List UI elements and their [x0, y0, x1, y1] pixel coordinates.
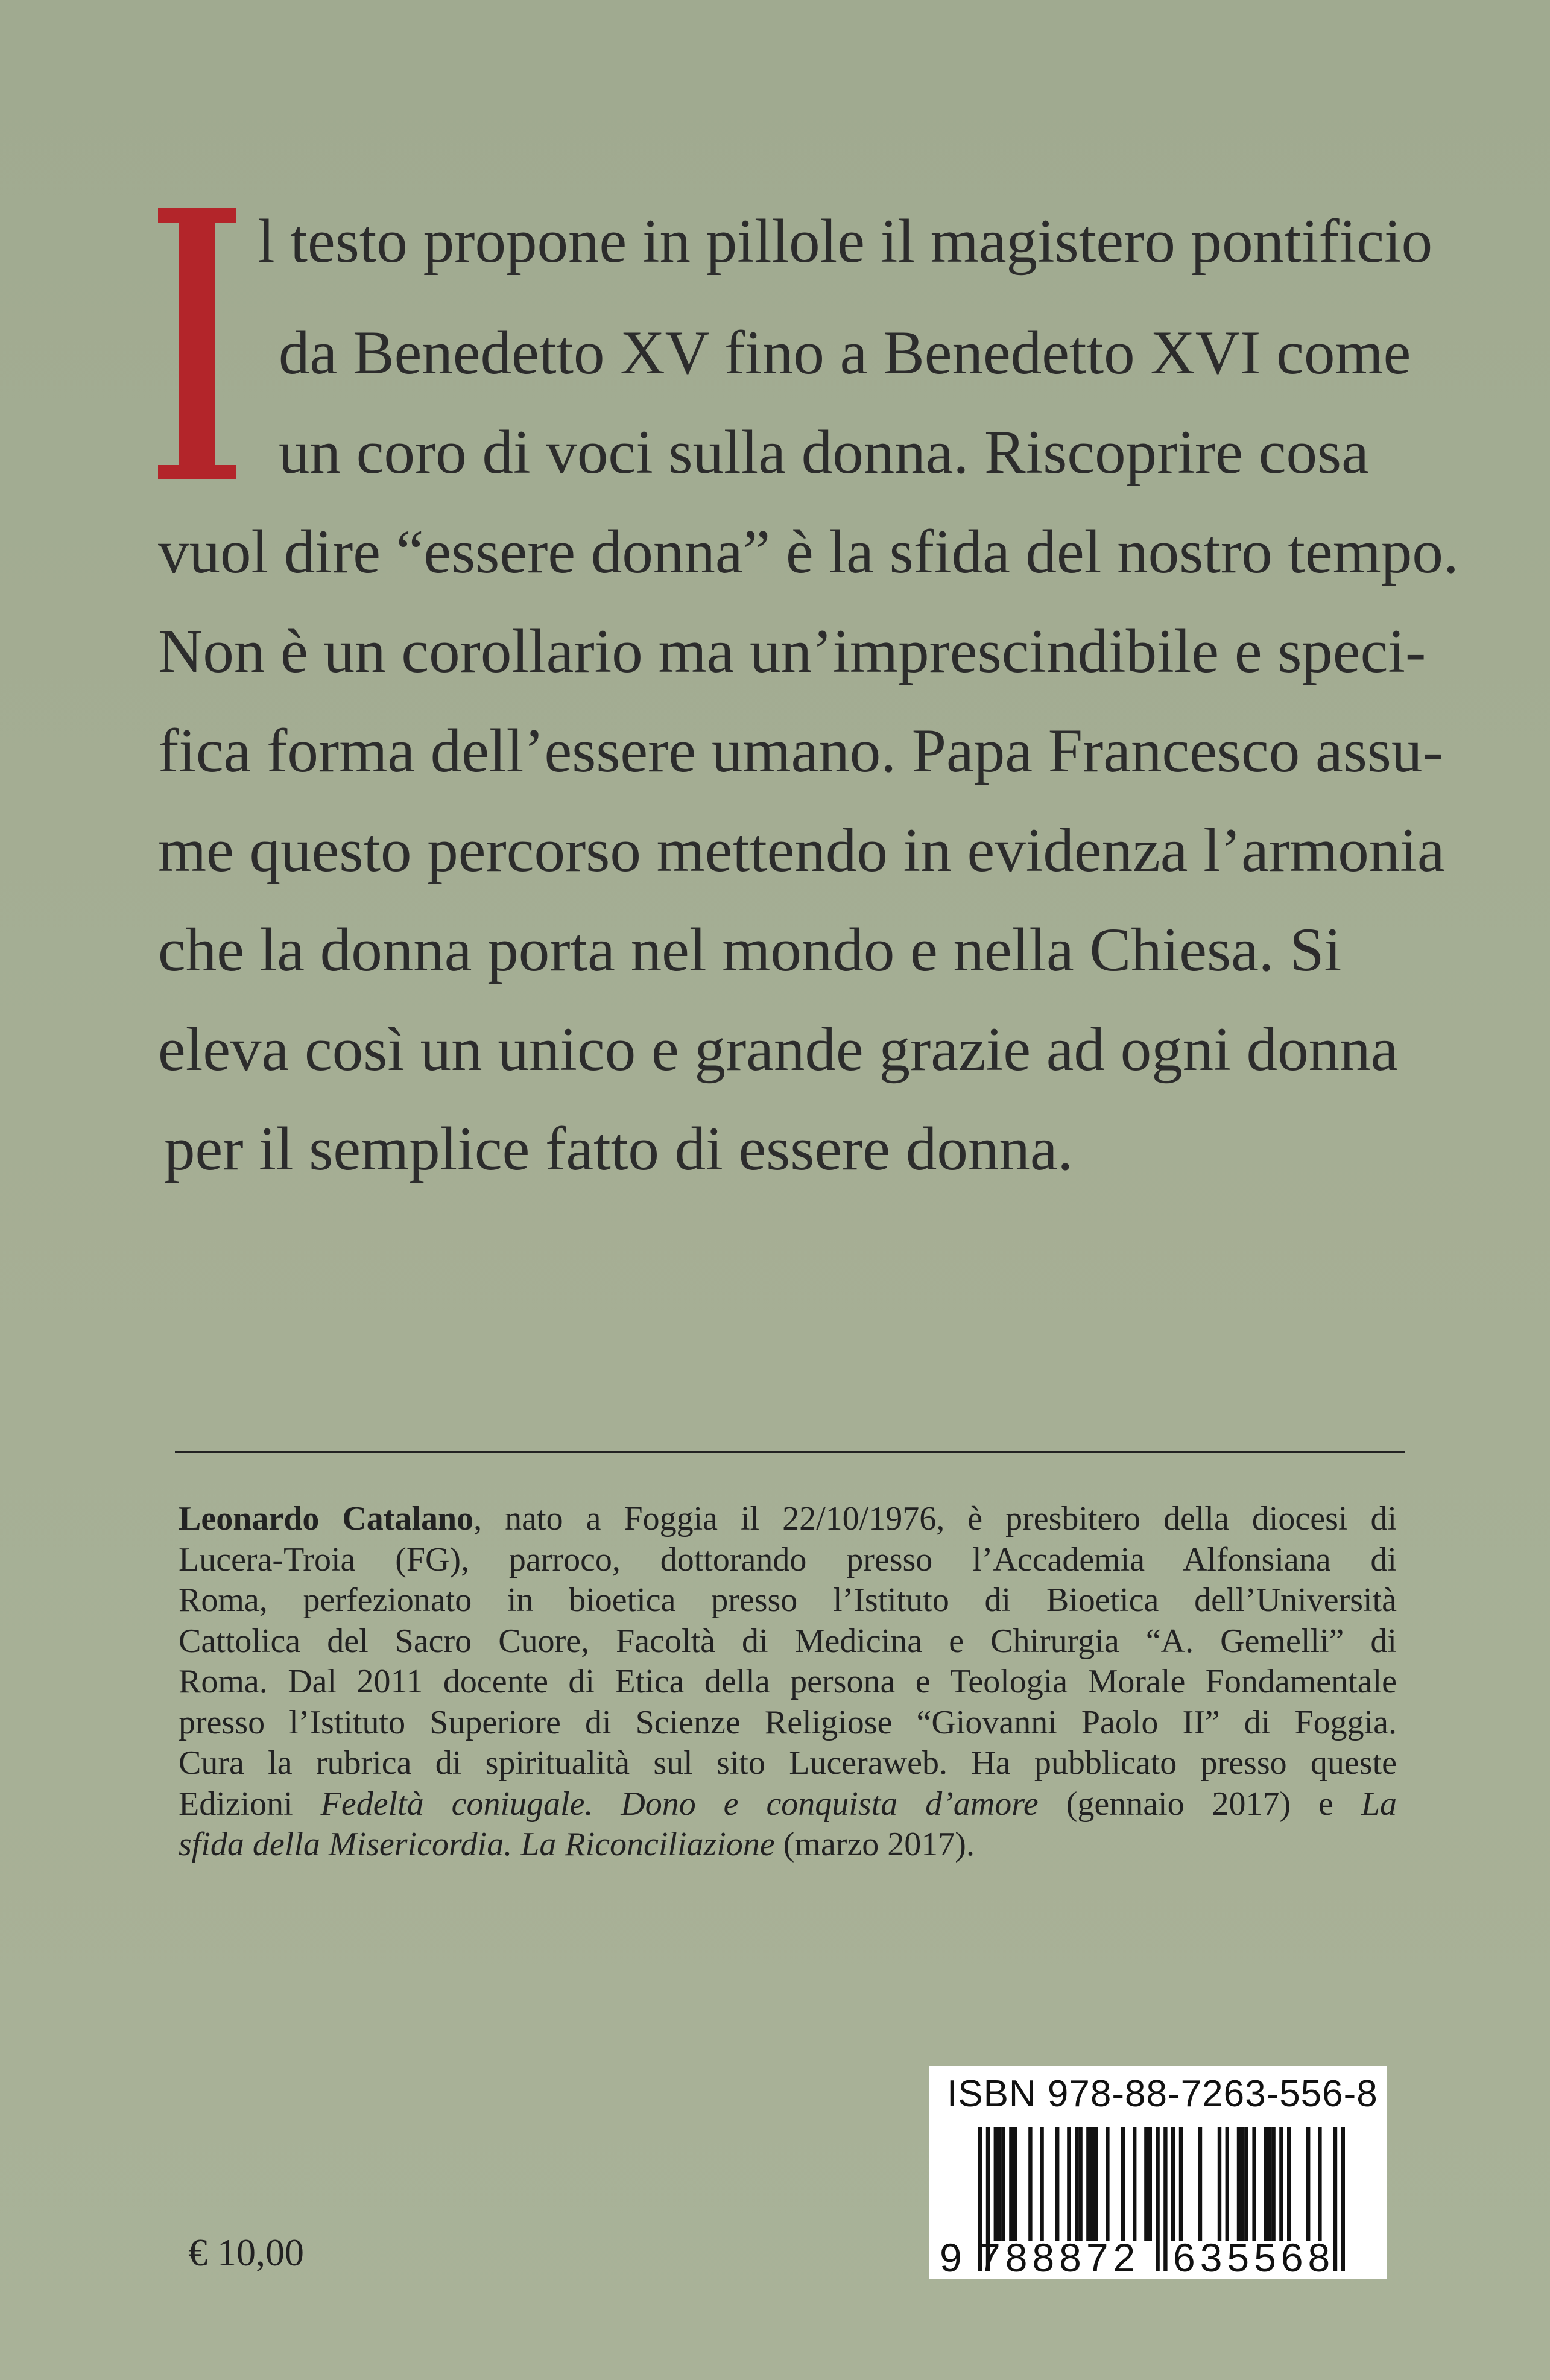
- blurb-line: vuol dire “essere donna” è la sfida del nostro tempo.: [158, 517, 1459, 586]
- isbn-label: ISBN 978-88-7263-556-8: [947, 2073, 1378, 2115]
- blurb-line: per il semplice fatto di essere donna.: [164, 1115, 1074, 1183]
- dropcap-letter: [158, 208, 236, 479]
- author-name: Leonardo Catalano: [179, 1500, 474, 1537]
- bio-line: Roma, perfezionato in bioetica presso l’Istituto di Bioetica dell’Università: [179, 1581, 1397, 1619]
- barcode-bar: [1144, 2127, 1148, 2241]
- blurb-line: che la donna porta nel mondo e nella Chiesa. Si: [158, 916, 1342, 984]
- barcode-bar: [1218, 2127, 1221, 2241]
- barcode-bar: [1163, 2127, 1167, 2271]
- barcode-bar: [1264, 2127, 1268, 2241]
- barcode-bar: [1198, 2127, 1202, 2241]
- bio-line: Cura la rubrica di spiritualità sul sito Luceraweb. Ha pubblicato presso queste: [179, 1744, 1397, 1782]
- bio-line: Roma. Dal 2011 docente di Etica della persona e Teologia Morale Fondamentale: [179, 1663, 1397, 1700]
- barcode-first-digit: 9: [940, 2235, 962, 2279]
- barcode-bar: [1001, 2127, 1005, 2241]
- barcode-bar: [1179, 2127, 1183, 2241]
- barcode-bar: [1106, 2127, 1109, 2241]
- blurb-line: l testo propone in pillole il magistero pontificio: [258, 207, 1433, 276]
- barcode-left-group: 788872: [978, 2235, 1140, 2279]
- barcode-bar: [1271, 2127, 1275, 2241]
- barcode-bar: [1252, 2127, 1256, 2241]
- bio-line: sfida della Misericordia. La Riconciliazione (marzo 2017).: [179, 1826, 975, 1863]
- divider-rule: [175, 1451, 1405, 1453]
- barcode-bar: [1009, 2127, 1013, 2241]
- price: € 10,00: [188, 2231, 304, 2274]
- book-title: sfida della Misericordia. La Riconciliazione: [179, 1826, 775, 1863]
- barcode-bar: [1040, 2127, 1043, 2241]
- barcode-bar: [1241, 2127, 1244, 2241]
- barcode-bar: [1156, 2127, 1159, 2271]
- bio-line: Cattolica del Sacro Cuore, Facoltà di Medicina e Chirurgia “A. Gemelli” di: [179, 1622, 1397, 1660]
- bio-line: presso l’Istituto Superiore di Scienze Religiose “Giovanni Paolo II” di Foggia.: [179, 1703, 1397, 1741]
- barcode-bar: [1341, 2127, 1345, 2271]
- book-title: Fedeltà coniugale. Dono e conquista d’amore: [320, 1785, 1039, 1823]
- barcode-bar: [1075, 2127, 1078, 2241]
- barcode-bar: [1226, 2127, 1229, 2241]
- barcode-bar: [1086, 2127, 1090, 2241]
- barcode-bars: [929, 2066, 1387, 2279]
- bio-line: Leonardo Catalano, nato a Foggia il 22/10/1976, è presbitero della diocesi di: [179, 1500, 1397, 1537]
- barcode-bar: [1306, 2127, 1310, 2241]
- barcode-bar: [1318, 2127, 1321, 2241]
- blurb-line: me questo percorso mettendo in evidenza l’armonia: [158, 816, 1445, 885]
- barcode-bar: [998, 2127, 1001, 2241]
- barcode-bar: [1279, 2127, 1283, 2241]
- bio-line: Lucera-Troia (FG), parroco, dottorando presso l’Accademia Alfonsiana di: [179, 1540, 1397, 1578]
- blurb-line: da Benedetto XV fino a Benedetto XVI come: [279, 318, 1411, 387]
- barcode-bar: [1094, 2127, 1098, 2241]
- book-title: La: [1361, 1785, 1397, 1823]
- bio-line: Edizioni Fedeltà coniugale. Dono e conquista d’amore (gennaio 2017) e La: [179, 1785, 1397, 1823]
- blurb-line: fica forma dell’essere umano. Papa Francesco assu-: [158, 717, 1443, 785]
- author-bio: [179, 1499, 1397, 1866]
- barcode-bar: [1148, 2127, 1152, 2241]
- barcode-bar: [1078, 2127, 1082, 2241]
- barcode-bar: [1121, 2127, 1125, 2241]
- blurb-line: Non è un corollario ma un’imprescindibile e speci-: [158, 617, 1426, 686]
- barcode-bar: [1245, 2127, 1248, 2241]
- barcode-bar: [1237, 2127, 1241, 2241]
- barcode-bar: [1013, 2127, 1017, 2241]
- barcode-bar: [1090, 2127, 1094, 2241]
- barcode-bar: [994, 2127, 998, 2241]
- barcode-bar: [1055, 2127, 1059, 2241]
- isbn-barcode: [929, 2066, 1387, 2279]
- barcode-bar: [1028, 2127, 1032, 2241]
- barcode-bar: [1133, 2127, 1136, 2241]
- barcode-bar: [1287, 2127, 1291, 2241]
- barcode-right-group: 635568: [1173, 2235, 1335, 2279]
- barcode-bar: [1171, 2127, 1175, 2241]
- barcode-bar: [1067, 2127, 1071, 2241]
- blurb-line: un coro di voci sulla donna. Riscoprire cosa: [279, 418, 1369, 487]
- barcode-bar: [1268, 2127, 1271, 2241]
- blurb-line: eleva così un unico e grande grazie ad ogni donna: [158, 1015, 1399, 1084]
